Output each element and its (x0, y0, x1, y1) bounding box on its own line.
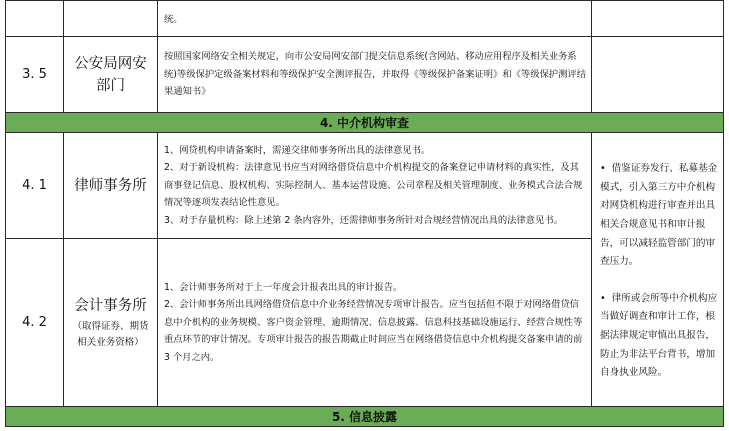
list-item: 1、网贷机构申请备案时，需递交律师事务所出具的法律意见书。 (164, 144, 431, 156)
list-item: 2、会计师事务所出具网络借贷信息中介业务经营情况专项审计报告。应当包括但不限于对网络借贷信息中介机构的业务规模、客户资金管理、逾期情况、信息披露、信息科技基础设施运行、经营合规性等重点环节的审计情况。专项审计报告的报告期截止时间应当在网络借贷信息中介机构提交备案申请的前 3 个月之内。 (164, 299, 583, 363)
row-number: 3. 5 (6, 37, 64, 113)
row-body-text: 按照国家网络安全相关规定，向市公安局网安部门提交信息系统(含网站、移动应用程序及相关业务系统)等级保护定级备案材料和等级保护安全测评报告，并取得《等级保护备案证明》和《等级保护测评结果通知书》 (164, 51, 586, 98)
note-item (600, 160, 718, 272)
list-item: 1、会计师事务所对于上一年度会计报表出具的审计报告。 (164, 281, 403, 293)
section-header-row-4 (6, 113, 724, 133)
note-text: 借鉴证券发行、私募基金模式，引入第三方中介机构对网贷机构进行审查并出具相关合规意见书和审计报告，可以减轻监管部门的审查压力。 (600, 163, 718, 268)
row-note-cell-empty (592, 37, 724, 113)
row-name-cell (64, 239, 158, 407)
table-row-4-1 (6, 133, 724, 239)
row-name: 公安局网安部门 (74, 55, 147, 94)
row-number: 4. 1 (6, 133, 64, 239)
row-name: 律师事务所 (74, 177, 147, 194)
bullet-icon: • (600, 292, 606, 304)
row-body-cell (158, 133, 592, 239)
section-title: 5. 信息披露 (6, 407, 724, 427)
note-item (600, 290, 718, 383)
bullet-icon: • (600, 163, 606, 175)
row-note-cell-empty (592, 1, 724, 37)
row-body-text: 统。 (164, 13, 183, 25)
row-name-subtitle: （取得证券、期货相关业务资格） (72, 320, 149, 348)
row-body-cell (158, 1, 592, 37)
row-name-cell (64, 37, 158, 113)
table-row-continued (6, 1, 724, 37)
list-item: 2、对于新设机构：法律意见书应当对网络借贷信息中介机构提交的备案登记申请材料的真实性，及其商事登记信息、股权机构、实际控制人、基本运营设施、公司章程及相关管理制度、业务模式合法合规情况等逐项发表结论性意见。 (164, 162, 583, 209)
section-title: 4. 中介机构审查 (6, 113, 724, 133)
row-name: 会计事务所 (74, 297, 147, 314)
document-table (5, 0, 724, 427)
row-number: 4. 2 (6, 239, 64, 407)
section-header-row-5 (6, 407, 724, 427)
row-name-cell (64, 133, 158, 239)
list-item: 3、对于存量机构：除上述第 2 条内容外，还需律师事务所针对合规经营情况出具的法律意见书。 (164, 214, 563, 226)
row-body-cell (158, 239, 592, 407)
row-number-cell-empty (6, 1, 64, 37)
row-body-cell (158, 37, 592, 113)
table-row-3-5 (6, 37, 724, 113)
row-name-cell-empty (64, 1, 158, 37)
note-cell (592, 133, 724, 407)
note-text: 律所或会所等中介机构应当做好调查和审计工作，根据法律规定审慎出具报告，防止为非法平台背书，增加自身执业风险。 (600, 292, 718, 379)
